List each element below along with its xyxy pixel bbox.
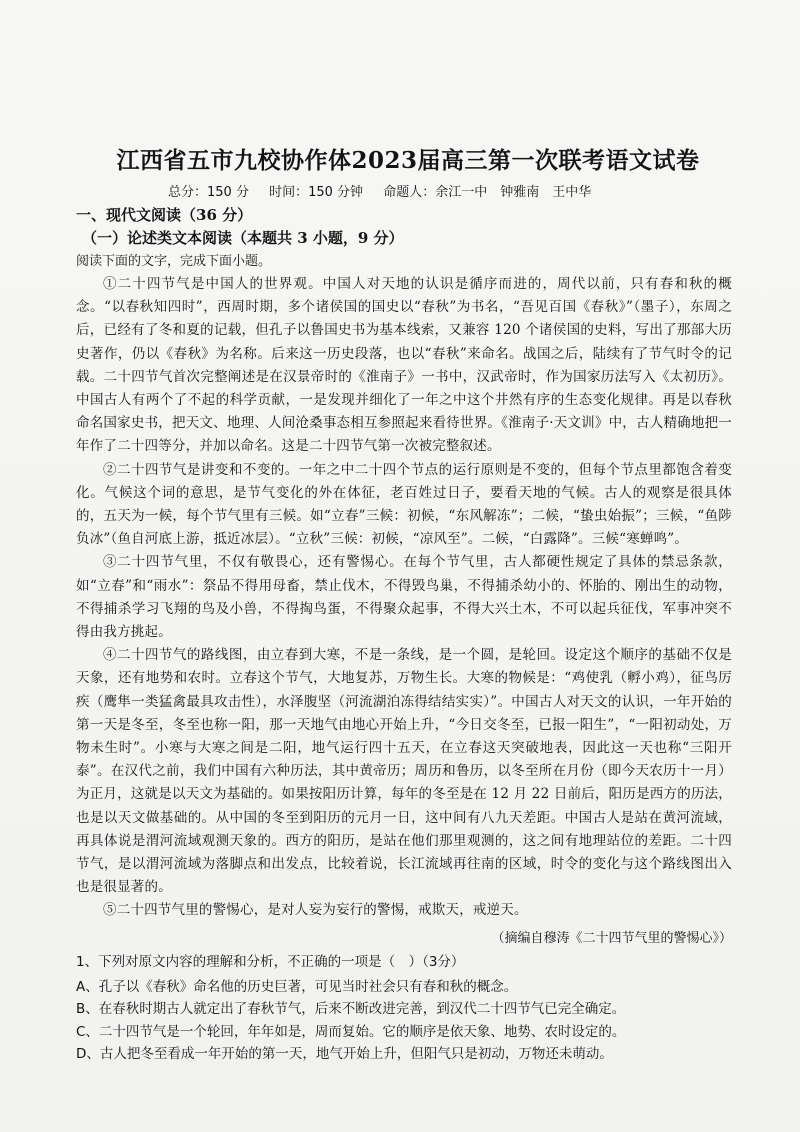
option-c: C、二十四节气是一个轮回，年年如是，周而复始。它的顺序是依天象、地势、农时设定的。 [76, 1023, 626, 1040]
option-a: A、孔子以《春秋》命名他的历史巨著，可见当时社会只有春和秋的概念。 [76, 978, 518, 995]
passage-paragraph-2: ②二十四节气是讲变和不变的。一年之中二十四个节点的运行原则是不变的，但每个节点里都饱含着变化。气候这个词的意思，是节气变化的外在体征，老百姓过日子，要看天地的气候。古人的观察是很具体的，五天为一候，每个节气里有三候。如“立春”三候：初候，“东风解冻”；二候，“蛰虫始振”；三候，“鱼陟负冰”（鱼自河底上游，抵近冰层）。“立秋”三候：初候，“凉风至”。二候，“白露降”。三候“寒蝉鸣”。 [76, 461, 732, 548]
option-b: B、在春秋时期古人就定出了春秋节气，后来不断改进完善，到汉代二十四节气已完全确定。 [76, 1001, 626, 1018]
exam-meta [168, 181, 732, 200]
passage-citation: （摘编自穆涛《二十四节气里的警惕心》） [491, 930, 732, 946]
answer-options [76, 976, 732, 1066]
reading-instruction: 阅读下面的文字，完成下面小题。 [76, 254, 272, 269]
option-d: D、古人把冬至看成一年开始的第一天，地气开始上升，但阳气只是初动，万物还未萌动。 [76, 1046, 613, 1063]
exam-time: 时间：150 分钟 [269, 185, 364, 200]
passage-paragraph-5: ⑤二十四节气里的警惕心，是对人妄为妄行的警惕，戒欺天，戒逆天。 [103, 902, 528, 919]
passage-paragraph-4: ④二十四节气的路线图，由立春到大寒，不是一条线，是一个圆，是轮回。设定这个顺序的基础不仅是天象，还有地势和农时。立春这个节气，大地复苏，万物生长。大寒的物候是：“鸡使乳（孵小鸡），征鸟厉疾（鹰隼一类猛禽最具攻击性），水泽腹坚（河流湖泊冻得结结实实）”。中国古人对天文的认识，一年开始的第一天是冬至，冬至也称一阳，那一天地气由地心开始上升，“今日交冬至，已报一阳生”，“一阳初动处，万物未生时”。小寒与大寒之间是二阳，地气运行四十五天，在立春这天突破地表，因此这一天也称“三阳开泰”。在汉代之前，我们中国有六种历法，其中黄帝历；周历和鲁历，以冬至所在月份（即今天农历十一月）为正月，这就是以天文为基础的。如果按阳历计算，每年的冬至是在 12 月 22 日前后，阳历是西方的历法，也是以天文做基础的。从中国的冬至到阳历的元月一日，这中间有八九天差距。中国古人是站在黄河流域，再具体说是渭河流域观测天象的。西方的阳历，是站在他们那里观测的，这之间有地理站位的差距。二十四节气，是以渭河流域为落脚点和出发点，比较着说，长江流域再往南的区域，时令的变化与这个路线图出入也是很显著的。 [76, 647, 732, 896]
exam-authors: 命题人：余江一中 钟雅南 王中华 [383, 185, 592, 200]
total-score: 总分：150 分 [168, 185, 249, 200]
question-stem: 1、下列对原文内容的理解和分析，不正确的一项是（ ）（3分） [76, 953, 465, 970]
section-heading: 一、现代文阅读（36 分） [76, 206, 253, 224]
passage-paragraph-1: ①二十四节气是中国人的世界观。中国人对天地的认识是循序而进的，周代以前，只有春和秋的概念。“以春秋知四时”，西周时期，多个诸侯国的国史以“春秋”为书名，“吾见百国《春秋》”（墨子），东周之后，已经有了冬和夏的记载，但孔子以鲁国史书为基本线索，又兼容 120 个诸侯国的史料，写出了那部大历史著作，仍以《春秋》为名称。后来这一历史段落，也以“春秋”来命名。战国之后，陆续有了节气时令的记载。二十四节气首次完整阐述是在汉景帝时的《淮南子》一书中，汉武帝时，作为国家历法写入《太初历》。中国古人有两个了不起的科学贡献，一是发现并细化了一年之中这个井然有序的生态变化规律。再是以春秋命名国家史书，把天文、地理、人间沧桑事态相互参照起来看待世界。《淮南子·天文训》中，古人精确地把一年作了二十四等分，并加以命名。这是二十四节气第一次被完整叙述。 [76, 276, 732, 455]
exam-title: 江西省五市九校协作体2023届高三第一次联考语文试卷 [116, 147, 700, 174]
section-subheading: （一）论述类文本阅读（本题共 3 小题，9 分） [82, 229, 404, 247]
passage-paragraph-3: ③二十四节气里，不仅有敬畏心，还有警惕心。在每个节气里，古人都硬性规定了具体的禁忌条款，如“立春”和“雨水”：祭品不得用母畜，禁止伐木，不得毁鸟巢，不得捕杀幼小的、怀胎的、刚出生的动物，不得捕杀学习飞翔的鸟及小兽，不得掏鸟蛋，不得聚众起事，不得大兴土木，不可以起兵征伐，军事冲突不得由我方挑起。 [76, 554, 732, 641]
exam-content [76, 142, 732, 1066]
